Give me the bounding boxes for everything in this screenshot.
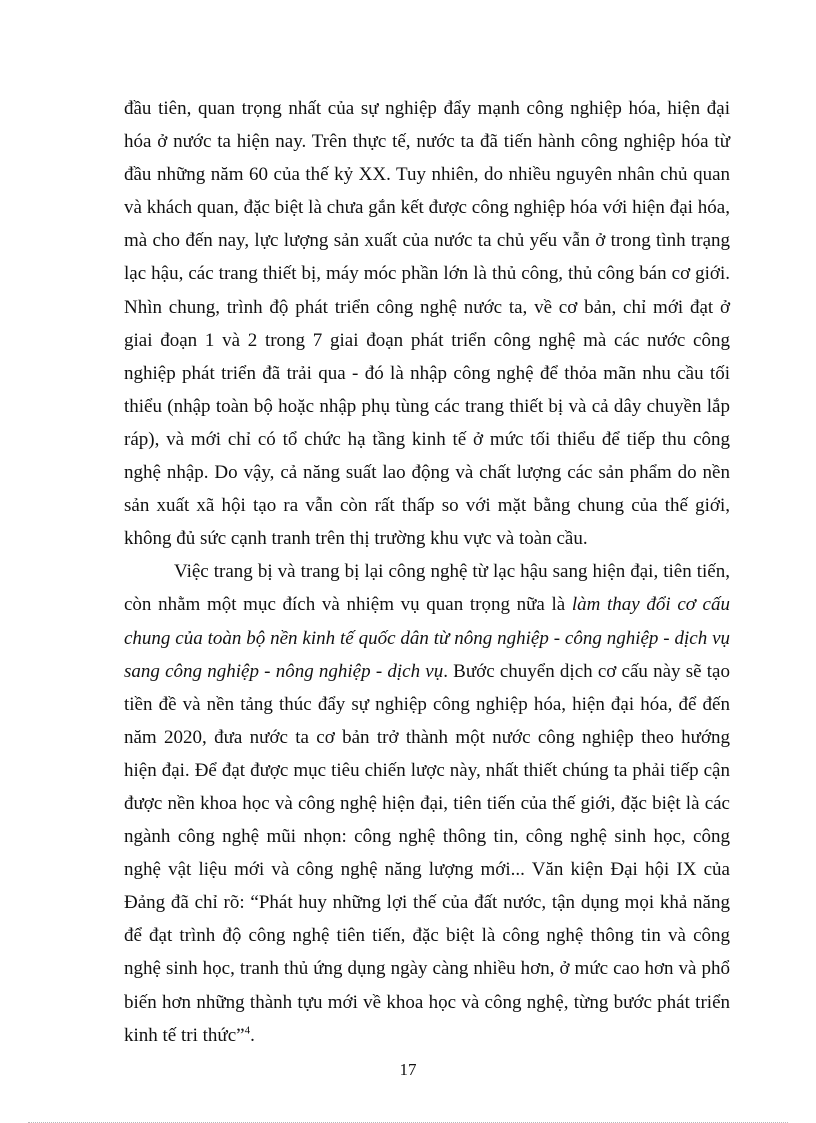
- body-text: [124, 92, 730, 1052]
- paragraph-2-start: Việc trang bị và trang bị lại công nghệ từ lạc hậu sang hiện đại, tiên tiến, còn nhằm một mục đích và nhiệm vụ quan trọng nữa là: [124, 561, 730, 616]
- paragraph-2-emphasis: làm thay đổi cơ cấu chung của toàn bộ nền kinh tế quốc dân từ nông nghiệp - công nghiệp - dịch vụ sang công nghiệp - nông nghiệp - dịch vụ: [124, 594, 730, 682]
- paragraph-2-end: . Bước chuyển dịch cơ cấu này sẽ tạo tiền đề và nền tảng thúc đẩy sự nghiệp công nghiệp hóa, hiện đại hóa, để đến năm 2020, đưa nước ta cơ bản trở thành một nước công nghiệp theo hướng hiện đại. Để đạt được mục tiêu chiến lược này, nhất thiết chúng ta phải tiếp cận được nền khoa học và công nghệ hiện đại, tiên tiến của thế giới, đặc biệt là các ngành công nghệ mũi nhọn: công nghệ thông tin, công nghệ sinh học, công nghệ vật liệu mới và công nghệ năng lượng mới... Văn kiện Đại hội IX của Đảng đã chỉ rõ: “Phát huy những lợi thế của đất nước, tận dụng mọi khả năng để đạt trình độ công nghệ tiên tiến, đặc biệt là công nghệ thông tin và công nghệ sinh học, tranh thủ ứng dụng ngày càng nhiều hơn, ở mức cao hơn và phổ biến hơn những thành tựu mới về khoa học và công nghệ, từng bước phát triển kinh tế tri thức”: [124, 660, 730, 1046]
- paragraph-1: đầu tiên, quan trọng nhất của sự nghiệp đẩy mạnh công nghiệp hóa, hiện đại hóa ở nước ta hiện nay. Trên thực tế, nước ta đã tiến hành công nghiệp hóa từ đầu những năm 60 của thế kỷ XX. Tuy nhiên, do nhiều nguyên nhân chủ quan và khách quan, đặc biệt là chưa gắn kết được công nghiệp hóa với hiện đại hóa, mà cho đến nay, lực lượng sản xuất của nước ta chủ yếu vẫn ở trong tình trạng lạc hậu, các trang thiết bị, máy móc phần lớn là thủ công, thủ công bán cơ giới. Nhìn chung, trình độ phát triển công nghệ nước ta, về cơ bản, chỉ mới đạt ở giai đoạn 1 và 2 trong 7 giai đoạn phát triển công nghệ mà các nước công nghiệp phát triển đã trải qua - đó là nhập công nghệ để thỏa mãn nhu cầu tối thiểu (nhập toàn bộ hoặc nhập phụ tùng các trang thiết bị và cả dây chuyền lắp ráp), và mới chỉ có tổ chức hạ tầng kinh tế ở mức tối thiểu để tiếp thu công nghệ nhập. Do vậy, cả năng suất lao động và chất lượng các sản phẩm do nền sản xuất xã hội tạo ra vẫn còn rất thấp so với mặt bằng chung của thế giới, không đủ sức cạnh tranh trên thị trường khu vực và toàn cầu.: [124, 98, 730, 550]
- paragraph-2-tail: .: [250, 1024, 255, 1046]
- page-number: 17: [399, 1060, 417, 1079]
- footnote-reference: 4: [244, 1024, 251, 1037]
- paragraph-2: [124, 555, 730, 1051]
